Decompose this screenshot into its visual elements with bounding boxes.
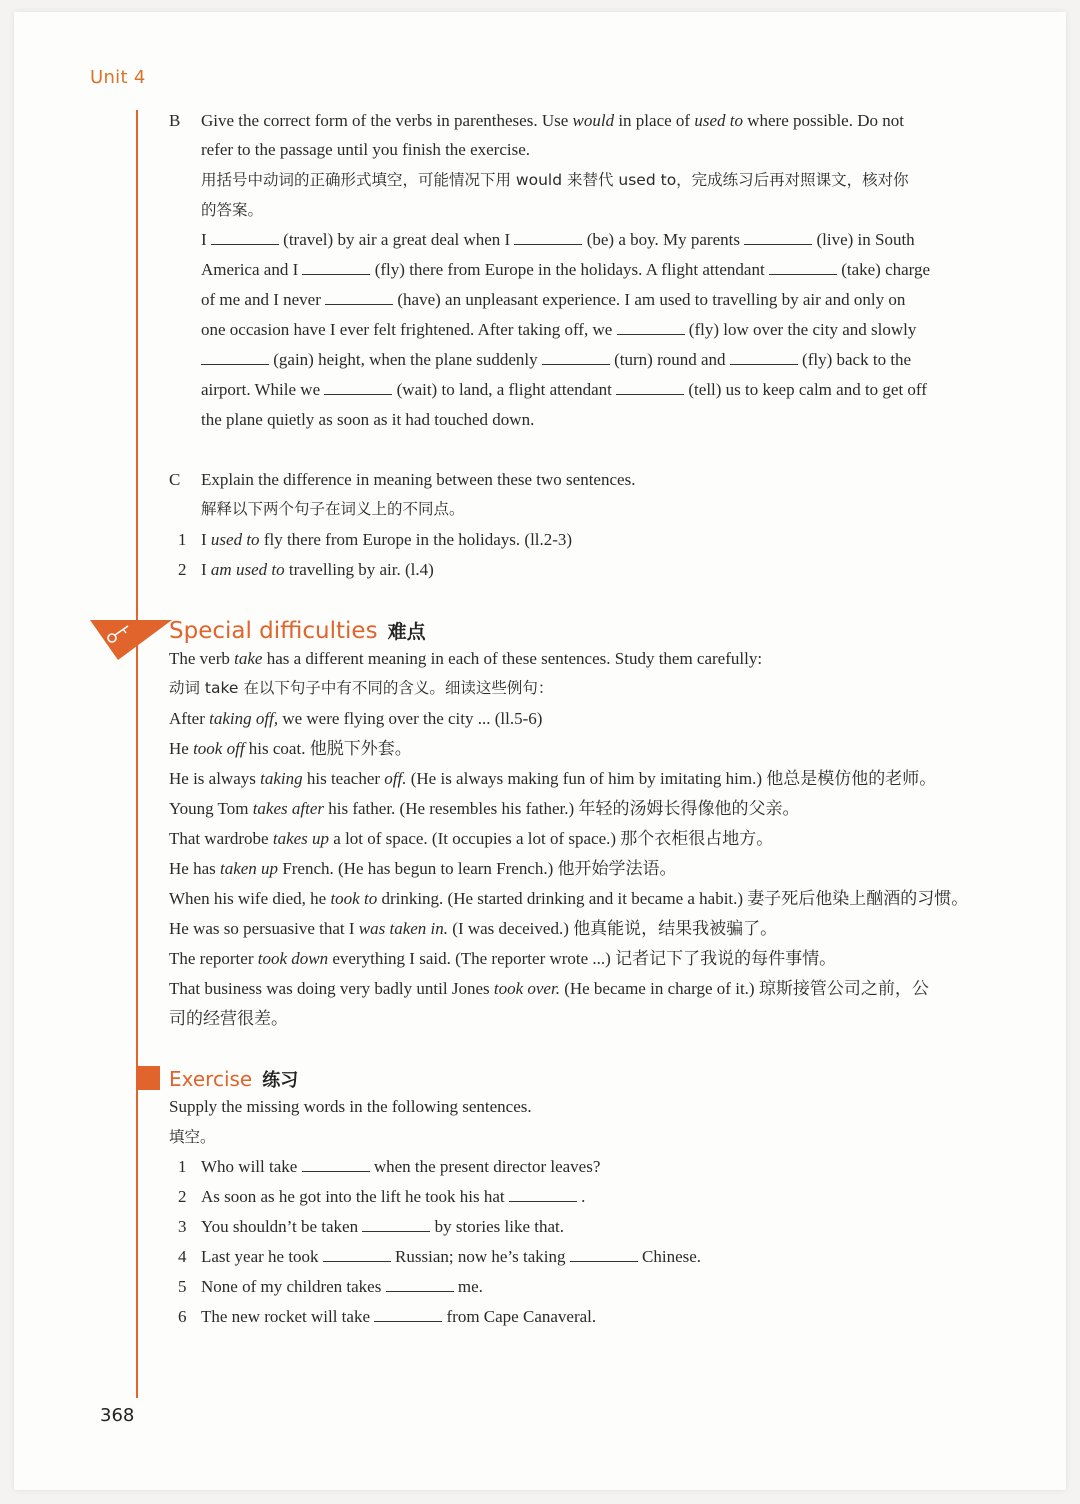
passage-line: of me and I never (have) an unpleasant experience. I am used to travelling by air and only on: [201, 290, 906, 309]
section-b-letter: B: [169, 111, 181, 130]
blank-input[interactable]: [616, 380, 684, 395]
blank-input[interactable]: [302, 260, 370, 275]
passage-line: I (travel) by air a great deal when I (be) a boy. My parents (live) in South: [201, 230, 915, 249]
key-icon: [90, 616, 172, 660]
example-sentence: That wardrobe takes up a lot of space. (It occupies a lot of space.) 那个衣柜很占地方。: [169, 829, 774, 848]
example-sentence-cont: 司的经营很差。: [169, 1009, 288, 1028]
item-number: 3: [178, 1217, 187, 1236]
unit-label: Unit 4: [90, 67, 146, 88]
passage-line: America and I (fly) there from Europe in the holidays. A flight attendant (take) charge: [201, 260, 931, 279]
blank-input[interactable]: [542, 350, 610, 365]
blank-input[interactable]: [324, 380, 392, 395]
section-b-instruction-cont: refer to the passage until you finish the exercise.: [201, 140, 531, 159]
example-sentence: After taking off, we were flying over the city ... (ll.5-6): [169, 709, 543, 728]
item-number: 2: [178, 560, 187, 579]
item-number: 1: [178, 530, 187, 549]
example-sentence: The reporter took down everything I said. (The reporter wrote ...) 记者记下了我说的每件事情。: [169, 949, 837, 968]
item-number: 6: [178, 1307, 187, 1326]
blank-input[interactable]: [509, 1187, 577, 1202]
example-sentence: He is always taking his teacher off. (He is always making fun of him by imitating him.) 他总是模仿他的老师。: [169, 769, 937, 788]
exercise-heading: Exercise 练习: [169, 1067, 299, 1091]
passage-line: airport. While we (wait) to land, a flight attendant (tell) us to keep calm and to get off: [201, 380, 927, 399]
passage-line: the plane quietly as soon as it had touched down.: [201, 410, 535, 429]
blank-input[interactable]: [302, 1157, 370, 1172]
exercise-item: As soon as he got into the lift he took his hat .: [201, 1187, 586, 1206]
example-sentence: Young Tom takes after his father. (He resembles his father.) 年轻的汤姆长得像他的父亲。: [169, 799, 800, 818]
special-difficulties-heading: Special difficulties 难点: [169, 618, 426, 644]
section-b-chinese: 用括号中动词的正确形式填空，可能情况下用 would 来替代 used to，完成练习后再对照课文，核对你: [201, 171, 909, 189]
item-number: 5: [178, 1277, 187, 1296]
blank-input[interactable]: [744, 230, 812, 245]
exercise-marker: [136, 1066, 160, 1090]
special-intro-chinese: 动词 take 在以下句子中有不同的含义。细读这些例句：: [169, 679, 554, 697]
exercise-item: You shouldn’t be taken by stories like that.: [201, 1217, 564, 1236]
exercise-chinese: 填空。: [169, 1128, 216, 1146]
exercise-instruction: Supply the missing words in the following sentences.: [169, 1097, 532, 1116]
blank-input[interactable]: [617, 320, 685, 335]
section-c-chinese: 解释以下两个句子在词义上的不同点。: [201, 500, 465, 518]
passage-line: one occasion have I ever felt frightened. After taking off, we (fly) low over the city and slowly: [201, 320, 917, 339]
example-sentence: That business was doing very badly until Jones took over. (He became in charge of it.) 琼斯接管公司之前，公: [169, 979, 929, 998]
blank-input[interactable]: [362, 1217, 430, 1232]
section-b-chinese-cont: 的答案。: [201, 201, 264, 219]
item-number: 4: [178, 1247, 187, 1266]
exercise-item: The new rocket will take from Cape Canaveral.: [201, 1307, 597, 1326]
margin-rule: [136, 110, 138, 1398]
exercise-item: Who will take when the present director leaves?: [201, 1157, 601, 1176]
blank-input[interactable]: [201, 350, 269, 365]
blank-input[interactable]: [211, 230, 279, 245]
exercise-item: None of my children takes me.: [201, 1277, 483, 1296]
blank-input[interactable]: [570, 1247, 638, 1262]
section-b-instruction: Give the correct form of the verbs in parentheses. Use would in place of used to where possible. Do not: [201, 111, 904, 130]
blank-input[interactable]: [323, 1247, 391, 1262]
example-sentence: He was so persuasive that I was taken in. (I was deceived.) 他真能说，结果我被骗了。: [169, 919, 778, 938]
blank-input[interactable]: [325, 290, 393, 305]
list-item: I used to fly there from Europe in the holidays. (ll.2-3): [201, 530, 573, 549]
example-sentence: He took off his coat. 他脱下外套。: [169, 739, 412, 758]
item-number: 1: [178, 1157, 187, 1176]
page-number: 368: [100, 1405, 135, 1426]
passage-line: (gain) height, when the plane suddenly (turn) round and (fly) back to the: [201, 349, 911, 371]
blank-input[interactable]: [514, 230, 582, 245]
blank-input[interactable]: [386, 1277, 454, 1292]
item-number: 2: [178, 1187, 187, 1206]
blank-input[interactable]: [730, 350, 798, 365]
example-sentence: He has taken up French. (He has begun to learn French.) 他开始学法语。: [169, 859, 677, 878]
blank-input[interactable]: [374, 1307, 442, 1322]
example-sentence: When his wife died, he took to drinking. (He started drinking and it became a habit.) 妻子死后他染上酗酒的习惯。: [169, 889, 969, 908]
list-item: I am used to travelling by air. (l.4): [201, 560, 434, 579]
section-c-instruction: Explain the difference in meaning between these two sentences.: [201, 470, 636, 489]
section-c-letter: C: [169, 470, 181, 489]
exercise-item: Last year he took Russian; now he’s taking Chinese.: [201, 1247, 702, 1266]
special-intro: The verb take has a different meaning in each of these sentences. Study them carefully:: [169, 649, 763, 668]
blank-input[interactable]: [769, 260, 837, 275]
